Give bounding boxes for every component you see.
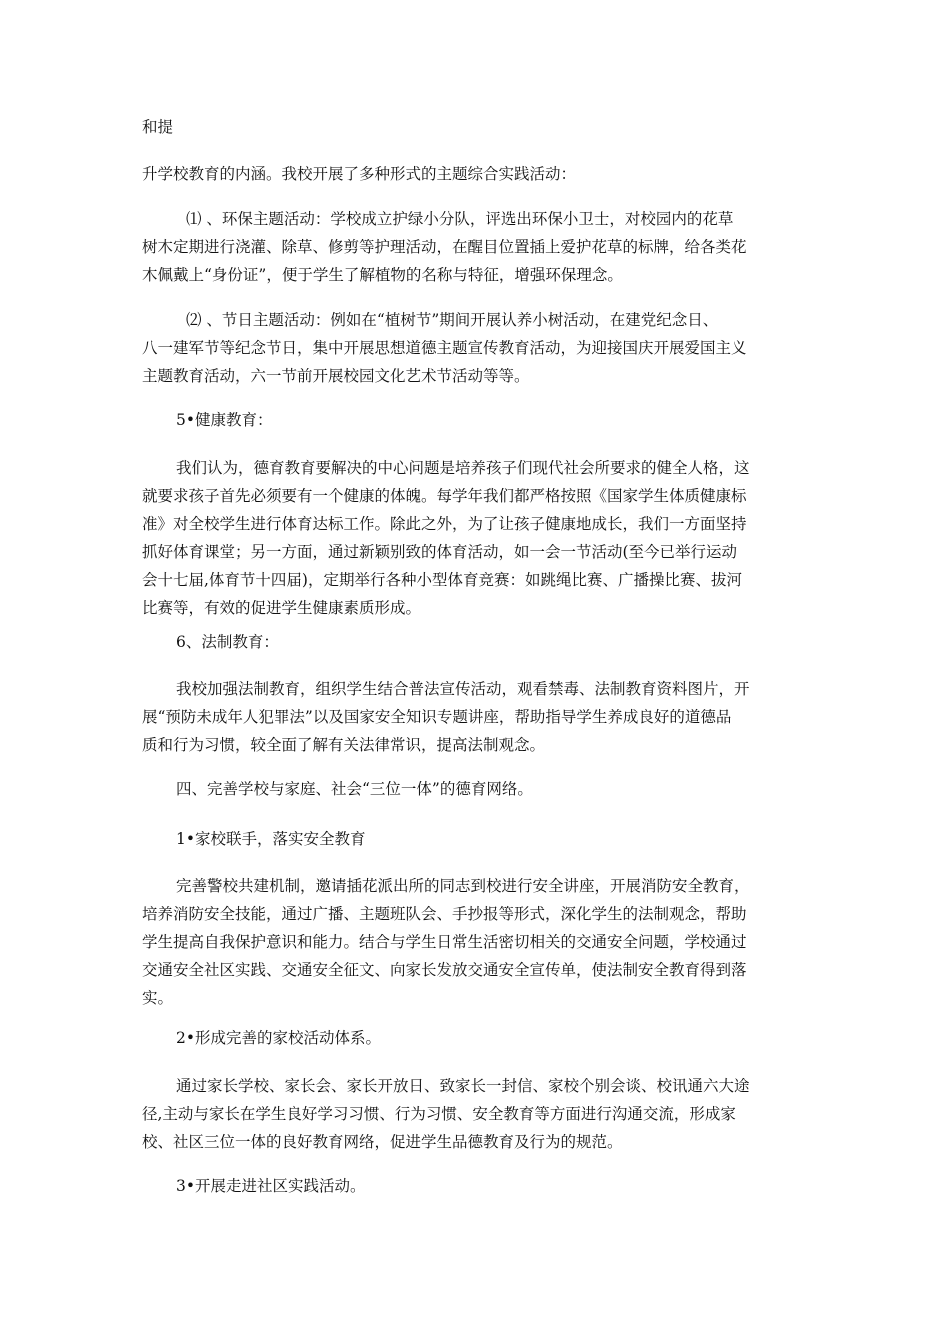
heading-legal-education: 6、法制教育： — [176, 633, 279, 651]
sub-heading-2: 2•形成完善的家校活动体系。 — [176, 1029, 382, 1047]
health-paragraph: 我们认为，德育教育要解决的中心问题是培养孩子们现代社会所要求的健全人格，这 就要求孩子首先必须要有一个健康的体魄。每学年我们都严格按照《国家学生体质健康标 准》对全校学生进行体育达标工作。除此之外，为了让孩子健康地成长，我们一方面坚持 抓好体育课堂；另一方面，通过新颖别致的体育活动，如一会一节活动(至今已举行运动 会十七届,体育节十四届)，定期举行各种小型体育竞赛：如跳绳比赛、广播操比赛、拔河 比赛等，有效的促进学生健康素质形成。 — [142, 459, 750, 617]
sub-heading-1: 1•家校联手，落实安全教育 — [176, 830, 366, 848]
safety-paragraph: 完善警校共建机制，邀请插花派出所的同志到校进行安全讲座，开展消防安全教育， 培养消防安全技能，通过广播、主题班队会、手抄报等形式，深化学生的法制观念，帮助 学生提高自我保护意识和能力。结合与学生日常生活密切相关的交通安全问题，学校通过 交通安全社区实践、交通安全征文、向家长发放交通安全宣传单，使法制安全教育得到落 实。 — [142, 877, 750, 1007]
heading-health-education: 5•健康教育： — [176, 411, 273, 429]
sub-heading-3: 3•开展走进社区实践活动。 — [176, 1177, 366, 1195]
legal-paragraph: 我校加强法制教育，组织学生结合普法宣传活动，观看禁毒、法制教育资料图片，开 展“预防未成年人犯罪法”以及国家安全知识专题讲座，帮助指导学生养成良好的道德品 质和行为习惯，较全面了解有关法律常识，提高法制观念。 — [142, 680, 750, 754]
fragment-line: 和提 — [142, 118, 174, 136]
fragment-continuation: 升学校教育的内涵。我校开展了多种形式的主题综合实践活动： — [142, 165, 577, 183]
section-four-heading: 四、完善学校与家庭、社会“三位一体”的德育网络。 — [176, 780, 533, 798]
item-2-paragraph: ⑵ 、节日主题活动：例如在“植树节”期间开展认养小树活动，在建党纪念日、 八一建军节等纪念节日，集中开展思想道德主题宣传教育活动，为迎接国庆开展爱国主义 主题教育活动，六一节前开展校园文化艺术节活动等等。 — [142, 311, 747, 385]
item-1-paragraph: ⑴ 、环保主题活动：学校成立护绿小分队，评选出环保小卫士，对校园内的花草 树木定期进行浇灌、除草、修剪等护理活动，在醒目位置插上爱护花草的标牌，给各类花 木佩戴上“身份证”，便于学生了解植物的名称与特征，增强环保理念。 — [142, 210, 747, 284]
home-school-paragraph: 通过家长学校、家长会、家长开放日、致家长一封信、家校个别会谈、校讯通六大途 径,主动与家长在学生良好学习习惯、行为习惯、安全教育等方面进行沟通交流，形成家 校、社区三位一体的良好教育网络，促进学生品德教育及行为的规范。 — [142, 1077, 750, 1151]
